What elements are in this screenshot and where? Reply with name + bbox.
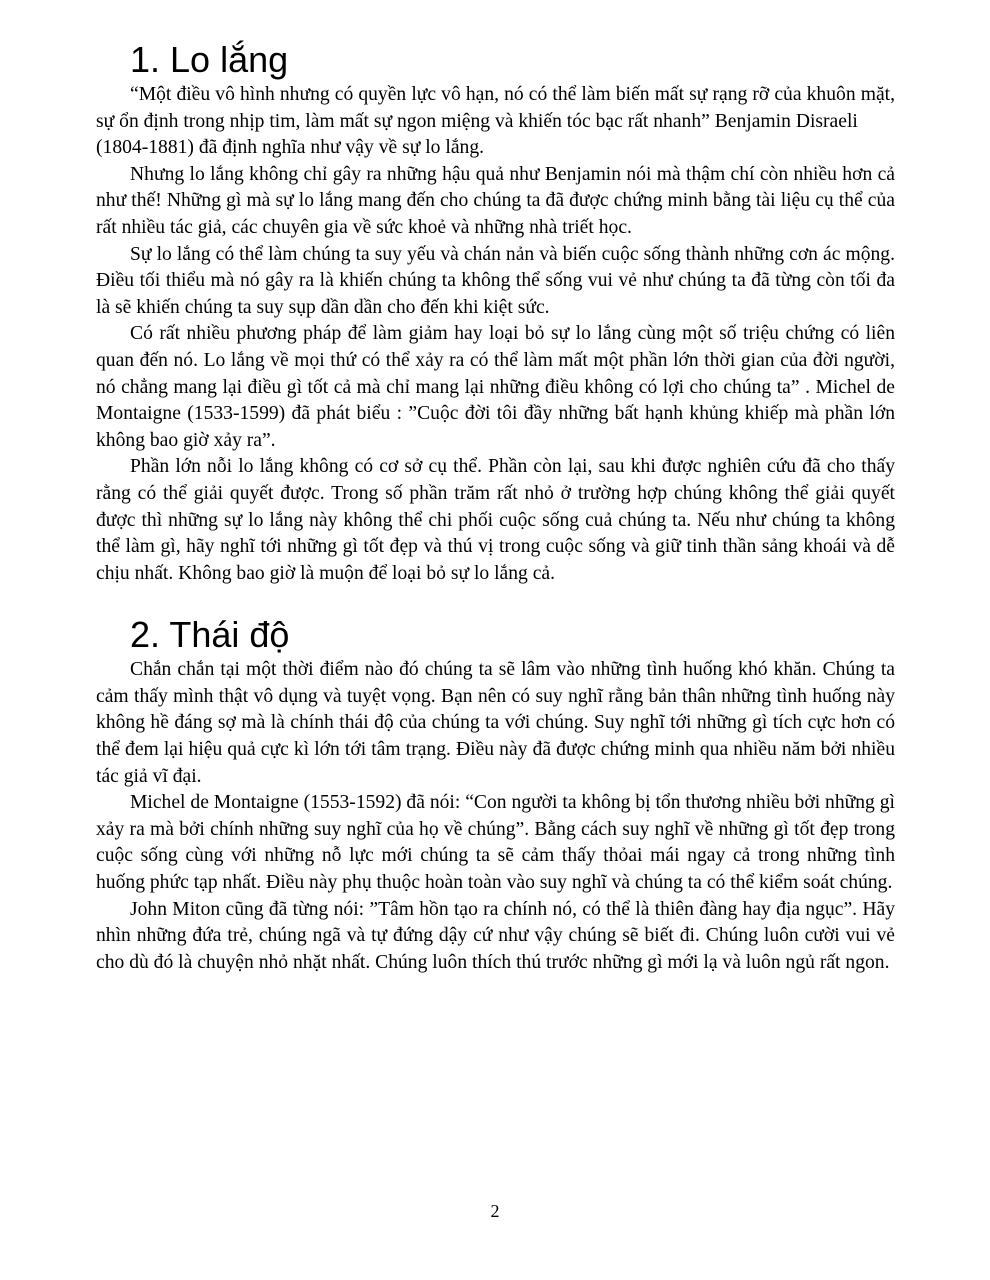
page-number: 2 <box>490 1201 500 1221</box>
section-spacer <box>96 587 895 613</box>
paragraph-worry-weakens: Sự lo lắng có thể làm chúng ta suy yếu và chán nản và biến cuộc sống thành những cơn ác mộng. Điều tối thiểu mà nó gây ra là khiến chúng ta không thể sống vui vẻ như chúng ta đã từng còn tối đa là sẽ khiến chúng ta suy sụp dần dần cho đến khi kiệt sức. <box>96 243 895 318</box>
paragraph-worry-methods: Có rất nhiều phương pháp để làm giảm hay loại bỏ sự lo lắng cùng một số triệu chứng có liên quan đến nó. Lo lắng về mọi thứ có thể xảy ra có thể làm mất một phần lớn thời gian của đời người, nó chẳng mang lại điều gì tốt cả mà chỉ mang lại những điều không có lợi cho chúng ta” . Michel de Montaigne (1533-1599) đã phát biểu : ”Cuộc đời tôi đầy những bất hạnh khủng khiếp mà phần lớn không bao giờ xảy ra”. <box>96 323 895 451</box>
paragraph-attitude-difficult: Chắn chắn tại một thời điểm nào đó chúng ta sẽ lâm vào những tình huống khó khăn. Chúng ta cảm thấy mình thật vô dụng và tuyệt vọng. Bạn nên có suy nghĩ rằng bản thân những tình huống này không hề đáng sợ mà là chính thái độ của chúng ta với chúng. Suy nghĩ tới những gì tích cực hơn có thể đem lại hiệu quả cực kì lớn tới tâm trạng. Điều này đã được chứng minh qua nhiều năm bởi nhiều tác giả vĩ đại. <box>96 659 895 787</box>
paragraph-quote-disraeli: “Một điều vô hình nhưng có quyền lực vô hạn, nó có thể làm biến mất sự rạng rỡ của khuôn mặt, sự ổn định trong nhịp tim, làm mất sự ngon miệng và khiến tóc bạc rất nhanh” Benjamin Disraeli <box>96 84 895 132</box>
paragraph-attitude-montaigne: Michel de Montaigne (1553-1592) đã nói: “Con người ta không bị tổn thương nhiều bởi những gì xảy ra mà bởi chính những suy nghĩ của họ về chúng”. Bằng cách suy nghĩ về những gì tốt đẹp trong cuộc sống cùng với những nỗ lực mới chúng ta sẽ cảm thấy thỏai mái ngay cả trong những tình huống phức tạp nhất. Điều này phụ thuộc hoàn toàn vào suy nghĩ và chúng ta có thể kiểm soát chúng. <box>96 792 895 894</box>
paragraph-worry-consequences: Nhưng lo lắng không chỉ gây ra những hậu quả như Benjamin nói mà thậm chí còn nhiều hơn cả như thế! Những gì mà sự lo lắng mang đến cho chúng ta đã được chứng minh bằng tài liệu cụ thể của rất nhiều tác giả, các chuyên gia về sức khoẻ và những nhà triết học. <box>96 163 895 238</box>
section-heading-worry: 1. Lo lắng <box>130 39 289 80</box>
document-page <box>96 38 895 976</box>
paragraph-disraeli-dates: (1804-1881) đã định nghĩa như vậy về sự lo lắng. <box>96 137 485 159</box>
paragraph-worry-basis: Phần lớn nỗi lo lắng không có cơ sở cụ thể. Phần còn lại, sau khi được nghiên cứu đã cho thấy rằng có thể giải quyết được. Trong số phần trăm rất nhỏ ở trường hợp chúng không thể giải quyết được thì những sự lo lắng này không thể chi phối cuộc sống cuả chúng ta. Nếu như chúng ta không thể làm gì, hãy nghĩ tới những gì tốt đẹp và thú vị trong cuộc sống và giữ tinh thần sảng khoái và dễ chịu nhất. Không bao giờ là muộn để loại bỏ sự lo lắng cả. <box>96 456 895 584</box>
paragraph-attitude-miton: John Miton cũng đã từng nói: ”Tâm hồn tạo ra chính nó, có thể là thiên đàng hay địa ngục”. Hãy nhìn những đứa trẻ, chúng ngã và tự đứng dậy cứ như vậy chúng sẽ biết đi. Chúng luôn cười vui vẻ cho dù đó là chuyện nhỏ nhặt nhất. Chúng luôn thích thú trước những gì mới lạ và luôn ngủ rất ngon. <box>96 898 895 973</box>
section-heading-attitude: 2. Thái độ <box>130 614 290 656</box>
